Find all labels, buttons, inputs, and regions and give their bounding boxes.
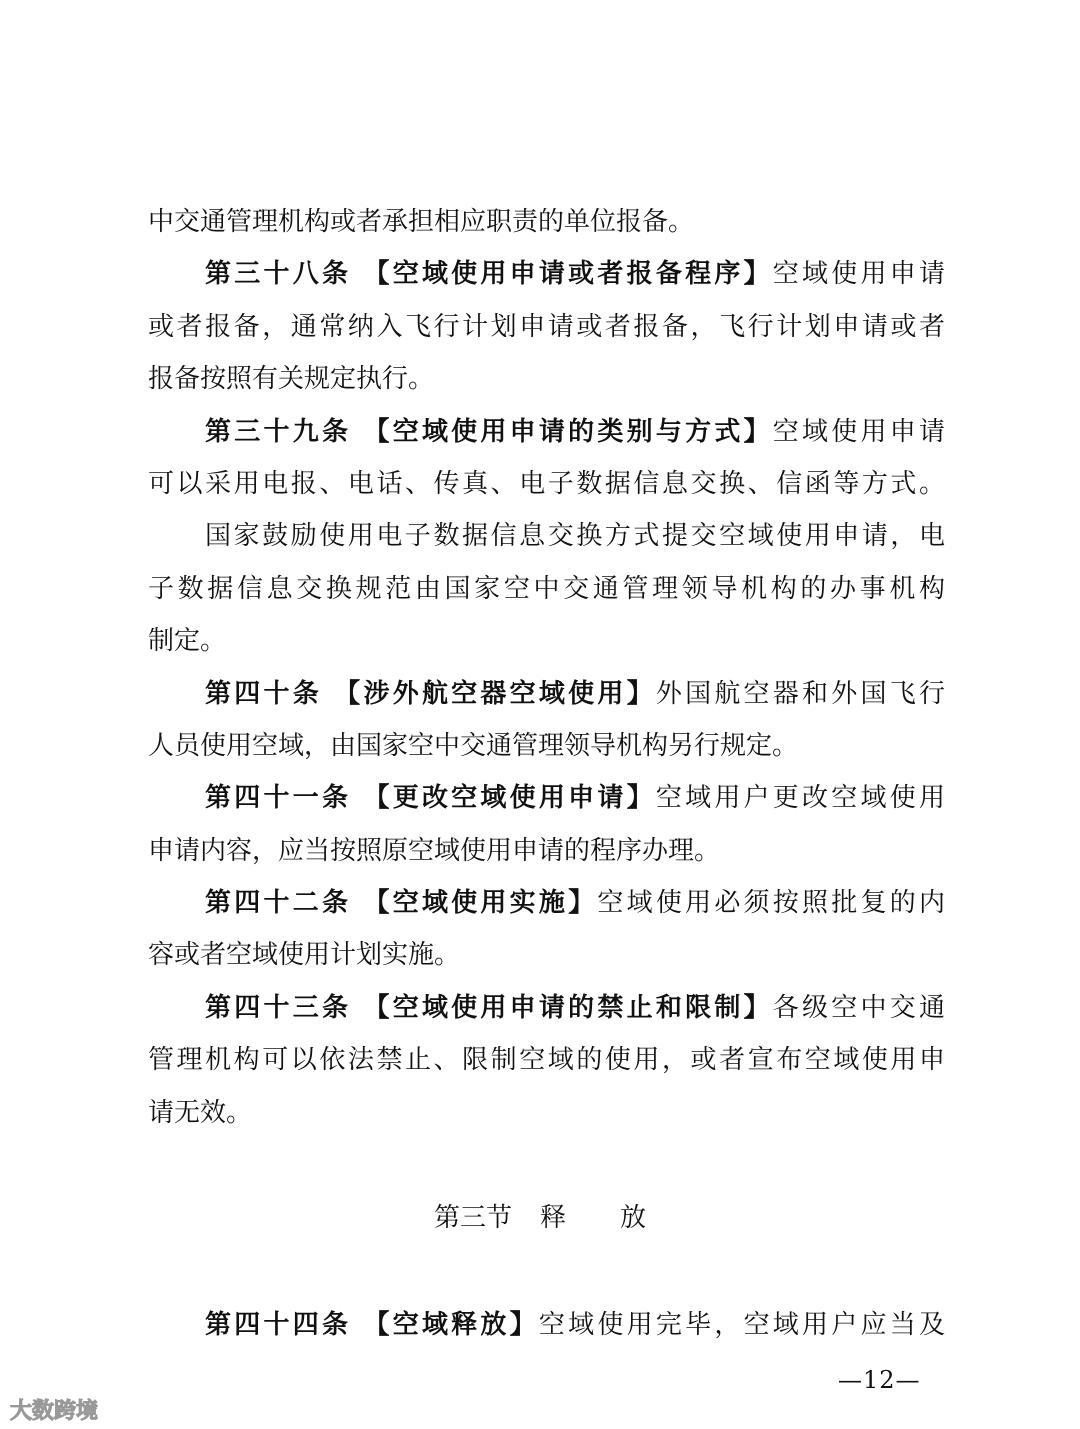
article-heading: 第四十二条 【空域使用实施】 xyxy=(205,888,598,919)
text-line xyxy=(148,1087,945,1139)
article-heading: 第四十条 【涉外航空器空域使用】 xyxy=(205,678,656,709)
section-title-char-1: 释 xyxy=(539,1203,566,1233)
line-text: 空域使用申请 xyxy=(772,416,945,447)
text-line xyxy=(148,301,945,353)
text-line xyxy=(148,1034,945,1086)
page-number: —12— xyxy=(838,1366,921,1394)
text-line xyxy=(148,772,945,824)
article-heading: 第四十四条 【空域释放】 xyxy=(205,1310,539,1340)
line-text: 子数据信息交换规范由国家空中交通管理领导机构的办事机构 xyxy=(148,573,945,604)
section-title-char-2: 放 xyxy=(620,1203,647,1233)
line-text: 可以采用电报、电话、传真、电子数据信息交换、信函等方式。 xyxy=(148,468,945,499)
article-heading: 第三十八条 【空域使用申请或者报备程序】 xyxy=(205,259,773,290)
text-line xyxy=(148,248,945,300)
line-text: 制定。 xyxy=(148,626,227,657)
section-number: 第三节 xyxy=(433,1203,512,1233)
line-text: 报备按照有关规定执行。 xyxy=(148,364,435,395)
text-line xyxy=(148,668,945,720)
text-line xyxy=(148,563,945,615)
line-text: 国家鼓励使用电子数据信息交换方式提交空域使用申请，电 xyxy=(205,521,945,552)
line-text: 或者报备，通常纳入飞行计划申请或者报备，飞行计划申请或者 xyxy=(148,311,945,342)
document-body xyxy=(148,196,945,1139)
text-line xyxy=(148,877,945,929)
article-heading: 第四十三条 【空域使用申请的禁止和限制】 xyxy=(205,992,773,1023)
text-line xyxy=(148,720,945,772)
line-text: 申请内容，应当按照原空域使用申请的程序办理。 xyxy=(148,835,721,866)
text-line xyxy=(148,353,945,405)
article-44-line xyxy=(148,1299,945,1351)
text-line xyxy=(148,406,945,458)
text-line xyxy=(148,929,945,981)
line-text: 各级空中交通 xyxy=(772,992,945,1023)
line-text: 空域用户更改空域使用 xyxy=(655,783,945,814)
text-line xyxy=(148,510,945,562)
line-text: 空域使用必须按照批复的内 xyxy=(597,888,945,919)
text-line xyxy=(148,196,945,248)
watermark-logo: 大数跨境 xyxy=(10,1399,99,1424)
section-heading xyxy=(0,1196,1080,1240)
text-line xyxy=(148,825,945,877)
line-text: 空域使用申请 xyxy=(772,259,945,290)
article-heading: 第三十九条 【空域使用申请的类别与方式】 xyxy=(205,416,773,447)
line-text: 容或者空域使用计划实施。 xyxy=(148,940,461,971)
article-44 xyxy=(148,1299,945,1351)
text-line xyxy=(148,982,945,1034)
article-text: 空域使用完毕，空域用户应当及 xyxy=(538,1310,945,1340)
line-text: 中交通管理机构或者承担相应职责的单位报备。 xyxy=(148,207,695,237)
article-heading: 第四十一条 【更改空域使用申请】 xyxy=(205,783,656,814)
line-text: 请无效。 xyxy=(148,1097,253,1128)
line-text: 外国航空器和外国飞行 xyxy=(655,678,945,709)
line-text: 管理机构可以依法禁止、限制空域的使用，或者宣布空域使用申 xyxy=(148,1045,945,1076)
text-line xyxy=(148,458,945,510)
line-text: 人员使用空域，由国家空中交通管理领导机构另行规定。 xyxy=(148,730,799,761)
text-line xyxy=(148,615,945,667)
